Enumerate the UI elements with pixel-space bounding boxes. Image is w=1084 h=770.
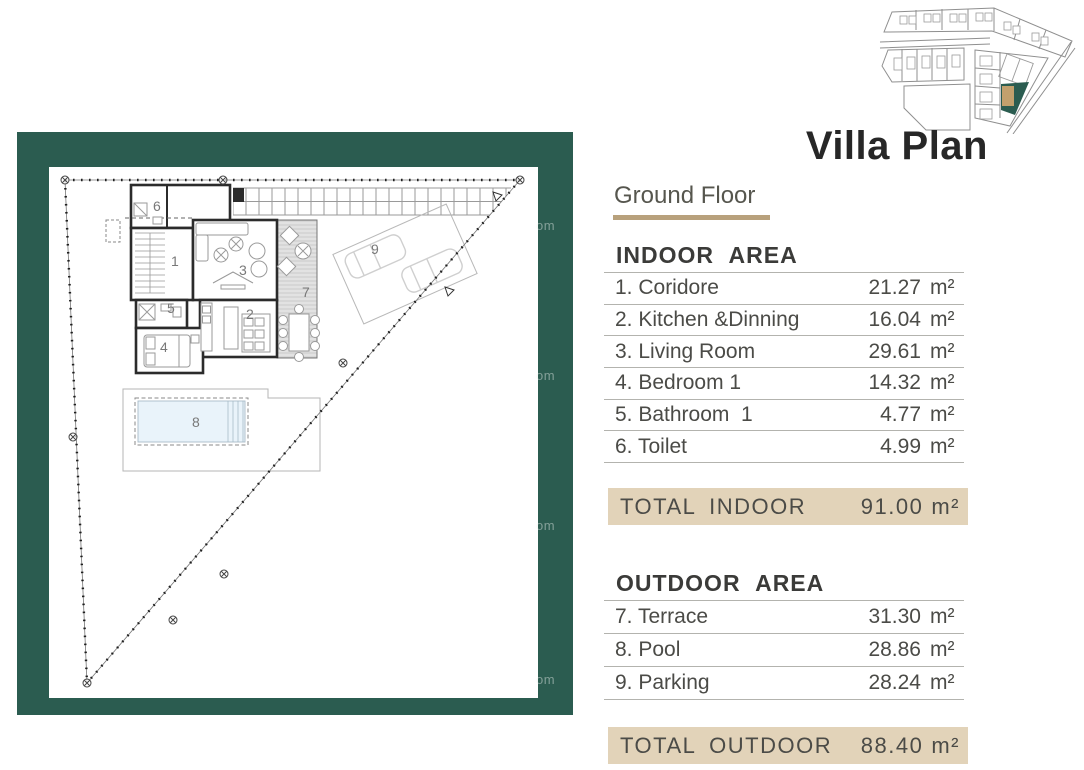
- row-label: 7. Terrace: [615, 605, 708, 628]
- outdoor-area-section: [604, 569, 964, 700]
- outdoor-area-heading: OUTDOOR AREA: [616, 570, 825, 596]
- row-label: 5. Bathroom 1: [615, 403, 753, 427]
- table-row: [604, 667, 964, 700]
- row-unit: m²: [930, 434, 955, 458]
- room-label-9: 9: [371, 241, 379, 257]
- total-label: TOTAL INDOOR: [620, 493, 807, 519]
- total-label: TOTAL OUTDOOR: [620, 732, 833, 758]
- outdoor-area-table: [604, 600, 964, 700]
- subtitle-underline: [613, 215, 770, 220]
- watermark-fragment: om: [536, 672, 556, 687]
- row-label: 1. Coridore: [615, 276, 719, 300]
- table-row: [604, 601, 964, 634]
- row-label: 6. Toilet: [615, 434, 687, 458]
- room-label-6: 6: [153, 198, 161, 214]
- room-label-4: 4: [160, 339, 168, 355]
- parking-area: [333, 204, 477, 324]
- row-unit: m²: [930, 371, 955, 395]
- highlighted-building: [1002, 86, 1014, 106]
- page-title: Villa Plan: [805, 124, 988, 168]
- floor-plan-page: [49, 167, 538, 698]
- total-unit: m²: [931, 732, 960, 758]
- room-label-8: 8: [192, 414, 200, 430]
- row-value: 28.24: [868, 671, 921, 694]
- row-label: 4. Bedroom 1: [615, 371, 742, 395]
- room-label-3: 3: [239, 262, 247, 278]
- row-value: 4.99: [880, 434, 921, 458]
- row-label: 9. Parking: [615, 671, 710, 694]
- room-label-7: 7: [302, 284, 310, 300]
- table-row: [604, 273, 964, 305]
- watermark-fragment: om: [536, 218, 556, 233]
- table-row: [604, 634, 964, 667]
- room-label-5: 5: [167, 300, 175, 316]
- total-outdoor-band: [608, 727, 968, 764]
- row-value: 28.86: [868, 638, 921, 661]
- row-value: 21.27: [868, 276, 921, 300]
- row-unit: m²: [930, 339, 955, 363]
- total-indoor-band: [608, 488, 968, 525]
- row-value: 16.04: [868, 308, 921, 332]
- floor-plan-drawing: [49, 167, 538, 698]
- row-value: 31.30: [868, 605, 921, 628]
- porch-outline: [106, 220, 120, 242]
- row-value: 29.61: [868, 339, 921, 363]
- floor-subtitle: Ground Floor: [614, 182, 756, 209]
- watermark-fragment: om: [536, 368, 556, 383]
- table-row: [604, 305, 964, 337]
- row-label: 8. Pool: [615, 638, 681, 661]
- row-value: 14.32: [868, 371, 921, 395]
- indoor-area-table: [604, 272, 964, 463]
- watermark-fragment: om: [536, 518, 556, 533]
- row-label: 3. Living Room: [615, 339, 756, 363]
- row-label: 2. Kitchen &Dinning: [615, 308, 800, 332]
- indoor-area-section: [604, 241, 964, 463]
- driveway-grid: [233, 188, 511, 215]
- site-location-map: [876, 2, 1084, 134]
- table-row: [604, 431, 964, 463]
- table-row: [604, 400, 964, 432]
- row-unit: m²: [930, 638, 955, 661]
- row-unit: m²: [930, 605, 955, 628]
- row-value: 4.77: [880, 403, 921, 427]
- total-value: 88.40: [860, 732, 924, 758]
- table-row: [604, 368, 964, 400]
- total-unit: m²: [931, 493, 960, 519]
- row-unit: m²: [930, 403, 955, 427]
- row-unit: m²: [930, 308, 955, 332]
- total-value: 91.00: [860, 493, 924, 519]
- row-unit: m²: [930, 671, 955, 694]
- table-row: [604, 336, 964, 368]
- row-unit: m²: [930, 276, 955, 300]
- indoor-area-heading: INDOOR AREA: [616, 242, 798, 268]
- floor-plan-panel: [17, 132, 573, 715]
- room-label-1: 1: [171, 253, 179, 269]
- room-label-2: 2: [246, 306, 254, 322]
